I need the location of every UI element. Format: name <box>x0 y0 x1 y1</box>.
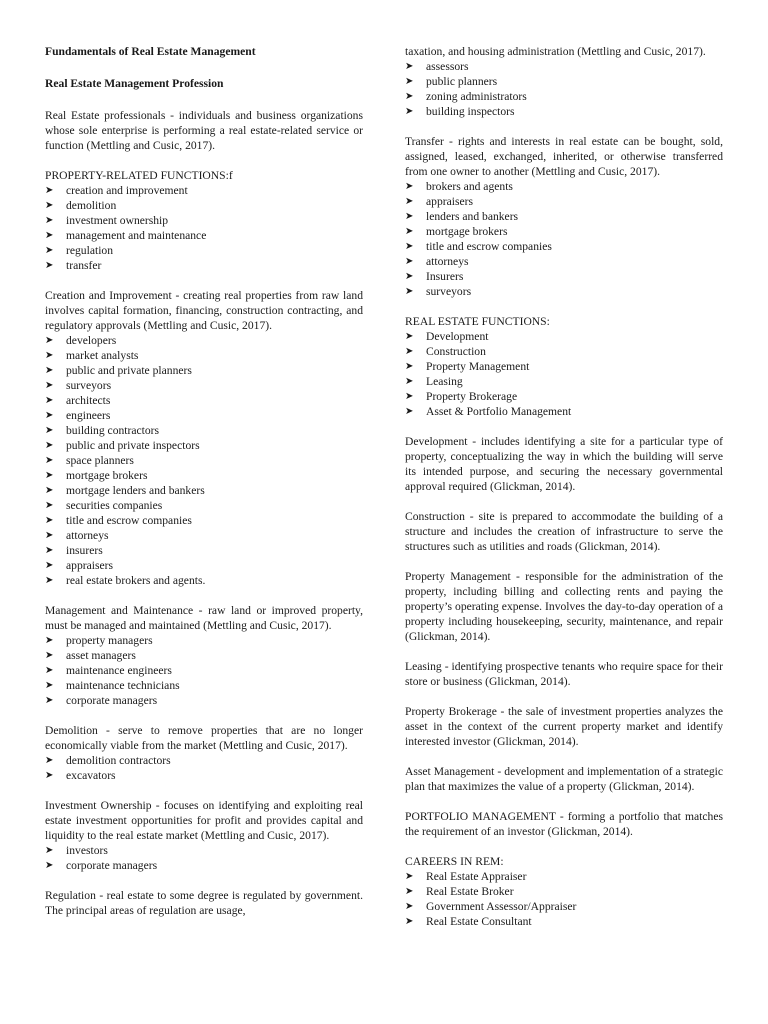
list-item-text: surveyors <box>66 379 112 392</box>
arrow-bullet-icon: ➤ <box>45 680 54 691</box>
list-item <box>45 498 363 513</box>
transfer-paragraph: Transfer - rights and interests in real estate can be bought, sold, assigned, leased, exchanged, inherited, or otherwise transferred from one owner to another (Mettling and Cusic, 2017). <box>405 135 723 178</box>
list-item <box>45 558 363 573</box>
arrow-bullet-icon: ➤ <box>405 76 414 87</box>
arrow-bullet-icon: ➤ <box>45 365 54 376</box>
list-item-text: architects <box>66 394 111 407</box>
list-item-text: Asset & Portfolio Management <box>426 405 572 418</box>
arrow-bullet-icon: ➤ <box>405 871 414 882</box>
arrow-bullet-icon: ➤ <box>405 181 414 192</box>
arrow-bullet-icon: ➤ <box>405 196 414 207</box>
list-item-text: regulation <box>66 244 114 257</box>
list-item-text: demolition contractors <box>66 754 171 767</box>
list-item-text: Leasing <box>426 375 463 388</box>
list-item <box>405 89 723 104</box>
arrow-bullet-icon: ➤ <box>405 106 414 117</box>
demolition-paragraph: Demolition - serve to remove properties that are no longer economically viable from the market (Mettling and Cusic, 2017). <box>45 724 363 752</box>
arrow-bullet-icon: ➤ <box>405 286 414 297</box>
arrow-bullet-icon: ➤ <box>405 916 414 927</box>
list-item <box>405 359 723 374</box>
arrow-bullet-icon: ➤ <box>45 425 54 436</box>
list-item <box>45 543 363 558</box>
property-management-paragraph: Property Management - responsible for the administration of the property, including billing and collecting rents and paying the property’s operating expense. Involves the day-to-day operation of a property including housekeeping, security, maintenance, and repair (Glickman, 2014). <box>405 570 723 643</box>
arrow-bullet-icon: ➤ <box>45 695 54 706</box>
list-item <box>405 104 723 119</box>
list-item-text: maintenance technicians <box>66 679 180 692</box>
list-item-text: corporate managers <box>66 694 158 707</box>
careers-heading: CAREERS IN REM: <box>405 855 504 868</box>
arrow-bullet-icon: ➤ <box>45 635 54 646</box>
arrow-bullet-icon: ➤ <box>405 376 414 387</box>
arrow-bullet-icon: ➤ <box>405 241 414 252</box>
list-item <box>45 213 363 228</box>
property-functions-heading: PROPERTY-RELATED FUNCTIONS:f <box>45 169 233 182</box>
list-item <box>45 678 363 693</box>
list-item-text: public and private planners <box>66 364 192 377</box>
list-item <box>45 483 363 498</box>
list-item-text: asset managers <box>66 649 136 662</box>
list-item <box>45 183 363 198</box>
list-item-text: surveyors <box>426 285 472 298</box>
list-item-text: appraisers <box>66 559 113 572</box>
construction-paragraph: Construction - site is prepared to accommodate the building of a structure and includes the creation of infrastructure to serve the structures such as utilities and roads (Glickman, 2014). <box>405 510 723 553</box>
arrow-bullet-icon: ➤ <box>45 380 54 391</box>
arrow-bullet-icon: ➤ <box>45 770 54 781</box>
arrow-bullet-icon: ➤ <box>45 560 54 571</box>
arrow-bullet-icon: ➤ <box>405 91 414 102</box>
list-item-text: Insurers <box>426 270 464 283</box>
list-item <box>405 59 723 74</box>
list-item <box>45 408 363 423</box>
arrow-bullet-icon: ➤ <box>45 335 54 346</box>
list-item <box>45 243 363 258</box>
list-item-text: corporate managers <box>66 859 158 872</box>
list-item <box>405 254 723 269</box>
list-item-text: excavators <box>66 769 116 782</box>
list-item-text: space planners <box>66 454 134 467</box>
arrow-bullet-icon: ➤ <box>45 515 54 526</box>
list-item <box>45 843 363 858</box>
list-item <box>405 284 723 299</box>
list-item-text: Construction <box>426 345 486 358</box>
development-paragraph: Development - includes identifying a site for a particular type of property, conceptualizing the way in which the building will serve its intended purpose, and securing the necessary governmental approval required (Glickman, 2014). <box>405 435 723 493</box>
list-item <box>405 344 723 359</box>
list-item <box>45 393 363 408</box>
list-item-text: appraisers <box>426 195 473 208</box>
list-item <box>405 899 723 914</box>
list-item <box>45 768 363 783</box>
list-item <box>405 374 723 389</box>
creation-improvement-paragraph: Creation and Improvement - creating real properties from raw land involves capital formation, financing, construction contracting, and regulatory approvals (Mettling and Cusic, 2017). <box>45 289 363 332</box>
arrow-bullet-icon: ➤ <box>45 410 54 421</box>
list-item <box>45 333 363 348</box>
list-item-text: creation and improvement <box>66 184 188 197</box>
list-item-text: management and maintenance <box>66 229 207 242</box>
arrow-bullet-icon: ➤ <box>45 455 54 466</box>
list-item <box>45 363 363 378</box>
arrow-bullet-icon: ➤ <box>405 391 414 402</box>
list-item-text: engineers <box>66 409 111 422</box>
list-item <box>45 198 363 213</box>
list-item <box>45 693 363 708</box>
real-estate-functions-list <box>405 329 723 419</box>
list-item-text: public planners <box>426 75 498 88</box>
arrow-bullet-icon: ➤ <box>45 185 54 196</box>
document-title: Fundamentals of Real Estate Management <box>45 45 256 58</box>
list-item-text: lenders and bankers <box>426 210 519 223</box>
arrow-bullet-icon: ➤ <box>45 575 54 586</box>
list-item-text: Development <box>426 330 489 343</box>
arrow-bullet-icon: ➤ <box>45 755 54 766</box>
list-item-text: assessors <box>426 60 469 73</box>
list-item-text: developers <box>66 334 117 347</box>
list-item-text: Real Estate Broker <box>426 885 514 898</box>
list-item-text: property managers <box>66 634 153 647</box>
arrow-bullet-icon: ➤ <box>45 485 54 496</box>
list-item <box>405 329 723 344</box>
list-item-text: attorneys <box>66 529 109 542</box>
arrow-bullet-icon: ➤ <box>45 440 54 451</box>
list-item <box>45 438 363 453</box>
list-item <box>405 224 723 239</box>
investment-ownership-paragraph: Investment Ownership - focuses on identifying and exploiting real estate investment opportunities for profit and provides capital and liquidity to the real estate market (Mettling and Cusic, 2017). <box>45 799 363 842</box>
list-item <box>45 573 363 588</box>
list-item <box>405 914 723 929</box>
list-item <box>405 239 723 254</box>
arrow-bullet-icon: ➤ <box>45 665 54 676</box>
arrow-bullet-icon: ➤ <box>45 650 54 661</box>
list-item <box>45 453 363 468</box>
arrow-bullet-icon: ➤ <box>45 245 54 256</box>
asset-management-paragraph: Asset Management - development and implementation of a strategic plan that maximizes the value of a property (Glickman, 2014). <box>405 765 723 793</box>
arrow-bullet-icon: ➤ <box>45 215 54 226</box>
list-item <box>405 179 723 194</box>
arrow-bullet-icon: ➤ <box>45 200 54 211</box>
list-item-text: title and escrow companies <box>66 514 192 527</box>
list-item <box>45 468 363 483</box>
list-item-text: Property Management <box>426 360 530 373</box>
arrow-bullet-icon: ➤ <box>405 361 414 372</box>
arrow-bullet-icon: ➤ <box>45 350 54 361</box>
list-item <box>45 378 363 393</box>
list-item-text: investment ownership <box>66 214 169 227</box>
list-item-text: demolition <box>66 199 117 212</box>
list-item-text: securities companies <box>66 499 163 512</box>
leasing-paragraph: Leasing - identifying prospective tenants who require space for their store or business (Glickman, 2014). <box>405 660 723 688</box>
arrow-bullet-icon: ➤ <box>405 271 414 282</box>
intro-paragraph: Real Estate professionals - individuals and business organizations whose sole enterprise is performing a real estate-related service or function (Mettling and Cusic, 2017). <box>45 109 363 152</box>
list-item <box>405 389 723 404</box>
list-item-text: zoning administrators <box>426 90 527 103</box>
arrow-bullet-icon: ➤ <box>405 61 414 72</box>
arrow-bullet-icon: ➤ <box>45 260 54 271</box>
list-item-text: market analysts <box>66 349 139 362</box>
list-item-text: real estate brokers and agents. <box>66 574 206 587</box>
list-item-text: Real Estate Consultant <box>426 915 532 928</box>
list-item-text: mortgage brokers <box>66 469 148 482</box>
portfolio-management-paragraph: PORTFOLIO MANAGEMENT - forming a portfolio that matches the requirement of an investor (Glickman, 2014). <box>405 810 723 838</box>
investment-ownership-list <box>45 843 363 873</box>
list-item <box>405 404 723 419</box>
list-item-text: Real Estate Appraiser <box>426 870 527 883</box>
list-item <box>45 528 363 543</box>
section-title: Real Estate Management Profession <box>45 77 224 90</box>
arrow-bullet-icon: ➤ <box>45 860 54 871</box>
list-item-text: insurers <box>66 544 103 557</box>
arrow-bullet-icon: ➤ <box>405 346 414 357</box>
arrow-bullet-icon: ➤ <box>405 256 414 267</box>
list-item-text: public and private inspectors <box>66 439 200 452</box>
arrow-bullet-icon: ➤ <box>45 395 54 406</box>
list-item-text: mortgage lenders and bankers <box>66 484 205 497</box>
list-item-text: Property Brokerage <box>426 390 518 403</box>
regulation-paragraph: Regulation - real estate to some degree is regulated by government. The principal areas of regulation are usage, <box>45 889 363 917</box>
list-item-text: building contractors <box>66 424 160 437</box>
arrow-bullet-icon: ➤ <box>45 845 54 856</box>
list-item-text: maintenance engineers <box>66 664 172 677</box>
list-item-text: mortgage brokers <box>426 225 508 238</box>
transfer-list <box>405 179 723 299</box>
list-item <box>45 858 363 873</box>
arrow-bullet-icon: ➤ <box>45 230 54 241</box>
arrow-bullet-icon: ➤ <box>405 331 414 342</box>
list-item <box>405 884 723 899</box>
list-item-text: title and escrow companies <box>426 240 552 253</box>
list-item-text: brokers and agents <box>426 180 513 193</box>
creation-improvement-list <box>45 333 363 588</box>
property-brokerage-paragraph: Property Brokerage - the sale of investment properties analyzes the asset in the context of the current property market and identify interested investor (Glickman, 2014). <box>405 705 723 748</box>
property-functions-list <box>45 183 363 273</box>
list-item-text: Government Assessor/Appraiser <box>426 900 577 913</box>
list-item <box>405 209 723 224</box>
list-item <box>45 258 363 273</box>
arrow-bullet-icon: ➤ <box>405 886 414 897</box>
list-item-text: investors <box>66 844 108 857</box>
list-item <box>405 74 723 89</box>
left-column <box>45 44 363 918</box>
arrow-bullet-icon: ➤ <box>405 901 414 912</box>
list-item <box>45 423 363 438</box>
list-item <box>45 633 363 648</box>
list-item-text: attorneys <box>426 255 469 268</box>
careers-list <box>405 869 723 929</box>
arrow-bullet-icon: ➤ <box>405 406 414 417</box>
list-item <box>45 663 363 678</box>
right-column <box>405 44 723 929</box>
list-item <box>405 869 723 884</box>
arrow-bullet-icon: ➤ <box>405 226 414 237</box>
demolition-list <box>45 753 363 783</box>
arrow-bullet-icon: ➤ <box>45 530 54 541</box>
list-item-text: building inspectors <box>426 105 515 118</box>
list-item-text: transfer <box>66 259 102 272</box>
arrow-bullet-icon: ➤ <box>405 211 414 222</box>
list-item <box>45 348 363 363</box>
management-maintenance-paragraph: Management and Maintenance - raw land or improved property, must be managed and maintained (Mettling and Cusic, 2017). <box>45 604 363 632</box>
list-item <box>45 648 363 663</box>
list-item <box>45 513 363 528</box>
arrow-bullet-icon: ➤ <box>45 500 54 511</box>
arrow-bullet-icon: ➤ <box>45 470 54 481</box>
real-estate-functions-heading: REAL ESTATE FUNCTIONS: <box>405 315 550 328</box>
list-item <box>45 228 363 243</box>
management-maintenance-list <box>45 633 363 708</box>
list-item <box>45 753 363 768</box>
list-item <box>405 194 723 209</box>
arrow-bullet-icon: ➤ <box>45 545 54 556</box>
regulation-list <box>405 59 723 119</box>
list-item <box>405 269 723 284</box>
regulation-paragraph-continued: taxation, and housing administration (Mettling and Cusic, 2017). <box>405 45 706 58</box>
